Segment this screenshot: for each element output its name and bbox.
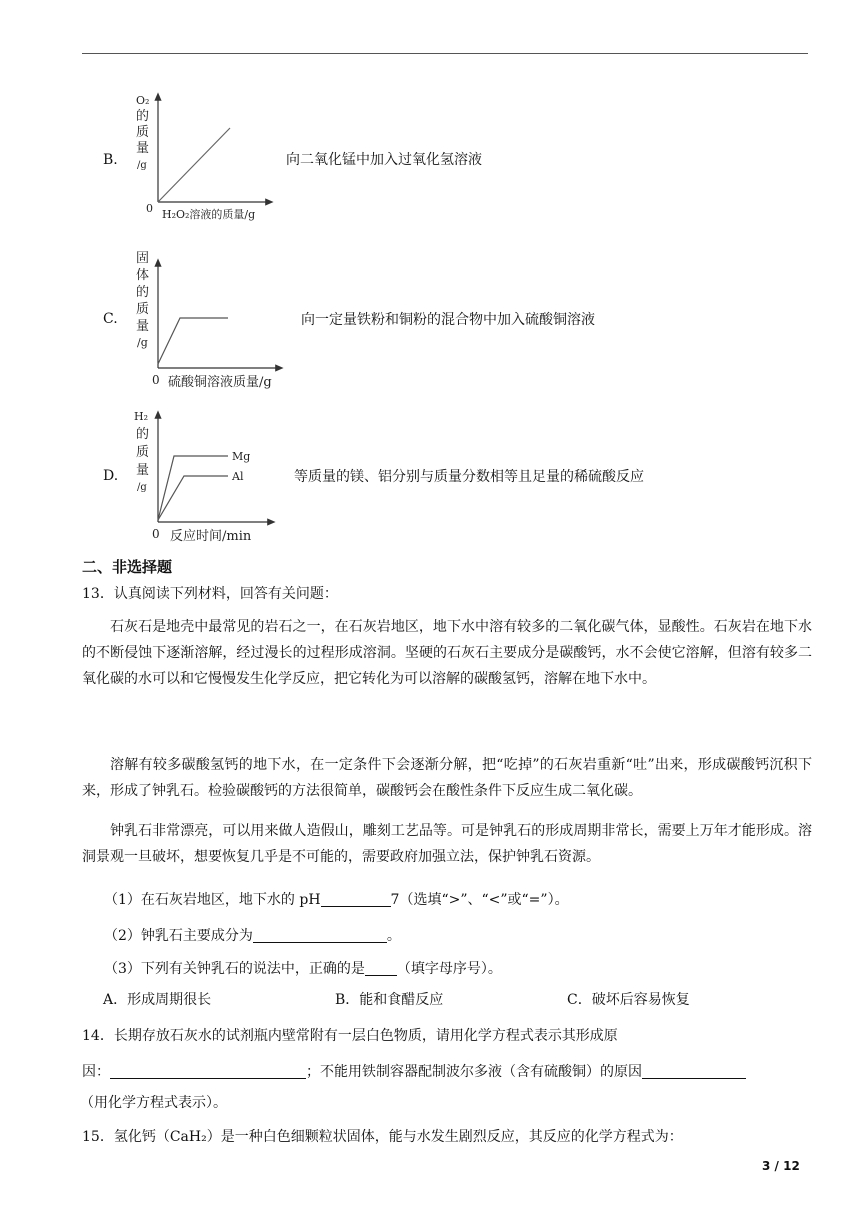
option-c-y-char: 的	[136, 285, 150, 300]
q13-sub2-blank[interactable]	[253, 926, 387, 943]
page-number: 3 / 12	[762, 1159, 800, 1173]
q14-line-1: 14．长期存放石灰水的试剂瓶内壁常附有一层白色物质，请用化学方程式表示其形成原	[82, 1028, 618, 1044]
q13-sub1-text: （1）在石灰岩地区，地下水的 pH	[104, 892, 321, 908]
option-d-y-label-top: H₂	[134, 410, 149, 423]
option-d-y-char: 的	[136, 427, 150, 442]
option-d-origin: 0	[152, 527, 160, 541]
option-b-y-char: 量	[136, 141, 150, 156]
option-b-text: 向二氧化锰中加入过氧化氢溶液	[286, 152, 482, 168]
q15-line-1: 15．氢化钙（CaH₂）是一种白色细颗粒状固体，能与水发生剧烈反应，其反应的化学方程式为：	[82, 1129, 683, 1145]
q13-choice-b: B．能和食醋反应	[335, 992, 444, 1008]
option-c-x-label: 硫酸铜溶液质量/g	[168, 375, 272, 390]
option-c-text: 向一定量铁粉和铜粉的混合物中加入硫酸铜溶液	[301, 312, 595, 328]
option-c-letter: C.	[103, 311, 118, 327]
q14-line-3: （用化学方程式表示）。	[80, 1095, 227, 1111]
option-b-graph	[128, 90, 278, 224]
option-d-y-char: 质	[136, 445, 150, 460]
q13-sub2	[104, 926, 401, 945]
option-d-x-label: 反应时间/min	[170, 529, 252, 544]
option-b-y-unit: /g	[137, 160, 147, 171]
option-b-y-char: 的	[136, 109, 150, 124]
option-c-y-char: 质	[136, 302, 150, 317]
q13-sub1-blank[interactable]	[321, 890, 391, 907]
q13-sub2-text: （2）钟乳石主要成分为	[104, 928, 253, 944]
option-c-graph	[128, 246, 292, 392]
option-c-y-unit: /g	[137, 336, 148, 349]
option-d-y-unit: /g	[137, 482, 147, 493]
option-b-y-label-top: O₂	[136, 94, 150, 107]
option-c-y-char: 固	[136, 251, 150, 266]
q13-para-2: 溶解有较多碳酸氢钙的地下水，在一定条件下会逐渐分解，把“吃掉”的石灰岩重新“吐”出来，形成碳酸钙沉积下来，形成了钟乳石。检验碳酸钙的方法很简单，碳酸钙会在酸性条件下反应生成二氧化碳。	[82, 757, 812, 799]
option-c-y-char: 体	[136, 268, 150, 283]
option-d-series-mg: Mg	[232, 450, 251, 463]
q13-sub1-text-end: 7（选填“>”、“<”或“=”）。	[390, 892, 569, 908]
option-c-y-char: 量	[136, 319, 150, 334]
q14-line-2-text: 因：	[82, 1064, 110, 1080]
q13-sub3	[104, 959, 502, 978]
q14-line-2	[82, 1062, 746, 1081]
header-rule	[82, 53, 808, 54]
q14-blank-2[interactable]	[642, 1062, 746, 1079]
q13-sub1	[104, 890, 569, 909]
q13-para-1: 石灰石是地壳中最常见的岩石之一，在石灰岩地区，地下水中溶有较多的二氧化碳气体，显酸性。石灰岩在地下水的不断侵蚀下逐渐溶解，经过漫长的过程形成溶洞。坚硬的石灰石主要成分是碳酸钙，水不会使它溶解，但溶有较多二氧化碳的水可以和它慢慢发生化学反应，把它转化为可以溶解的碳酸氢钙，溶解在地下水中。	[82, 619, 812, 687]
option-c-origin: 0	[152, 373, 160, 387]
q13-stem: 13．认真阅读下列材料，回答有关问题：	[82, 586, 338, 602]
option-d-graph	[128, 406, 284, 546]
section-title: 二、非选择题	[82, 558, 173, 576]
q13-para-3: 钟乳石非常漂亮，可以用来做人造假山，雕刻工艺品等。可是钟乳石的形成周期非常长，需要上万年才能形成。溶洞景观一旦破坏，想要恢复几乎是不可能的，需要政府加强立法，保护钟乳石资源。	[82, 823, 812, 865]
q13-sub2-text-end: 。	[386, 928, 401, 944]
option-b-origin: 0	[146, 202, 153, 215]
q14-blank-1[interactable]	[110, 1062, 306, 1079]
option-d-series-al: Al	[232, 470, 244, 483]
q14-line-2-text-mid: ；不能用铁制容器配制波尔多液（含有硫酸铜）的原因	[306, 1064, 642, 1080]
q13-sub3-text: （3）下列有关钟乳石的说法中，正确的是	[104, 961, 365, 977]
q13-sub3-blank[interactable]	[365, 959, 397, 976]
option-b-x-label: H₂O₂溶液的质量/g	[162, 208, 256, 221]
option-d-text: 等质量的镁、铝分别与质量分数相等且足量的稀硫酸反应	[294, 469, 644, 485]
q13-choice-c: C．破坏后容易恢复	[567, 992, 690, 1008]
option-d-y-char: 量	[136, 463, 150, 478]
option-d-letter: D.	[103, 468, 119, 484]
option-b-letter: B.	[103, 152, 118, 168]
q13-sub3-text-end: （填字母序号）。	[396, 961, 502, 977]
option-b-y-char: 质	[136, 125, 150, 140]
q13-choice-a: A．形成周期很长	[103, 992, 212, 1008]
